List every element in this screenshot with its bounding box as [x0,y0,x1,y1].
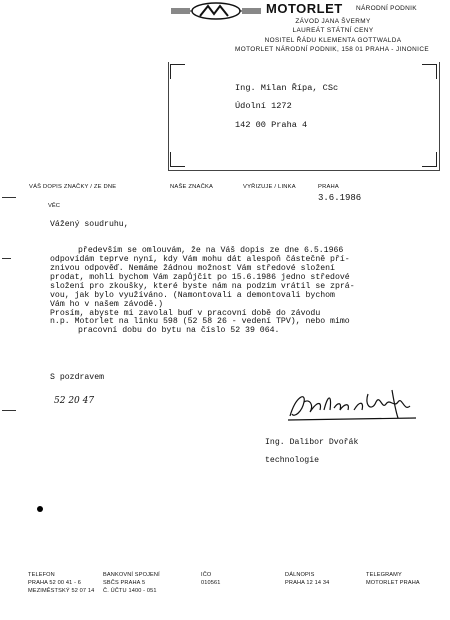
address-corner-mark [170,64,185,79]
footer-telegram-label: TELEGRAMY [366,572,402,578]
our-ref-label: NAŠE ZNAČKA [170,184,214,190]
footer-phone-label: TELEFON [28,572,55,578]
body-line: vou, jak bylo využíváno. (Namontovali a demontovali bychom [50,291,335,300]
address-corner-mark [422,152,437,167]
footer-telex-label: DÁLNOPIS [285,572,315,578]
body-line: prodat, mohli bychom Vám zapůjčit po 15.6.1986 jedno středové [50,273,350,282]
footer-phone [28,571,94,595]
brand-suffix: NÁRODNÍ PODNIK [356,5,417,12]
body-line: složení pro zkoušky, které byste nám na podzim vrátil se zprá- [50,282,355,291]
body-line: Vám ho v našem závodě.) [50,300,164,309]
signer-title: technologie [265,456,320,465]
footer-phone-2: MEZIMĚSTSKÝ 52 07 14 [28,588,95,594]
footer-telegram [366,571,420,587]
closing: S pozdravem [50,373,105,382]
subject-label: VĚC [48,203,60,209]
your-ref-label: VÁŠ DOPIS ZNAČKY / ZE DNE [29,184,117,190]
body-line: Prosím, abyste mi zavolal buď v pracovní době do závodu [50,309,321,318]
footer-telex-value: PRAHA 12 14 34 [285,580,330,586]
body-line: pracovní dobu do bytu na číslo 52 39 064. [78,326,280,335]
salutation: Vážený soudruhu, [50,220,129,229]
punch-hole [37,506,43,512]
address-corner-mark [170,152,185,167]
fold-mark [2,197,16,198]
footer-phone-1: PRAHA 52 00 41 - 6 [28,580,82,586]
footer-telegram-value: MOTORLET PRAHA [366,580,420,586]
letter-date: 3.6.1986 [318,193,362,203]
footer-telex [285,571,329,587]
letterhead-address-line: MOTORLET NÁRODNÍ PODNIK, 158 01 PRAHA - JINONICE [234,46,430,53]
footer-ico-value: 010561 [201,580,221,586]
fold-mark [2,410,16,411]
letterhead-line-2: LAUREÁT STÁTNÍ CENY [292,27,374,34]
letterhead-line-3: NOSITEL ŘÁDU KLEMENTA GOTTWALDA [264,37,402,44]
footer-ico-label: IČO [201,572,212,578]
signature-image [284,388,424,424]
recipient-street: Údolní 1272 [235,101,292,111]
footer-bank-1: SBČS PRAHA 5 [103,580,146,586]
body-line: n.p. Motorlet na linku 598 (52 58 26 - vedení TPV), nebo mimo [50,317,350,326]
body-line: odpovídám teprve nyní, kdy Vám mohu dát alespoň částečně pří- [50,255,350,264]
address-corner-mark [422,64,437,79]
place-label: PRAHA [318,184,339,190]
handwritten-note: 52 20 47 [54,396,95,406]
recipient-name: Ing. Milan Řípa, CSc [235,83,339,93]
body-line: znivou odpověď. Nemáme žádnou možnost Vám středové složení [50,264,335,273]
footer-bank-label: BANKOVNÍ SPOJENÍ [103,572,160,578]
address-frame [168,62,440,171]
footer-ico [201,571,221,587]
brand-name: MOTORLET [266,1,343,16]
recipient-city: 142 00 Praha 4 [235,120,308,130]
letterhead-line-1: ZÁVOD JANA ŠVERMY [295,18,371,25]
body-line: především se omlouvám, že na Váš dopis ze dne 6.5.1966 [78,246,344,255]
signer-name: Ing. Dalibor Dvořák [265,438,359,447]
footer-bank [103,571,160,595]
fold-mark [2,258,11,259]
handled-by-label: VYŘIZUJE / LINKA [243,184,296,190]
footer-bank-2: Č. ÚČTU 1400 - 051 [103,588,157,594]
